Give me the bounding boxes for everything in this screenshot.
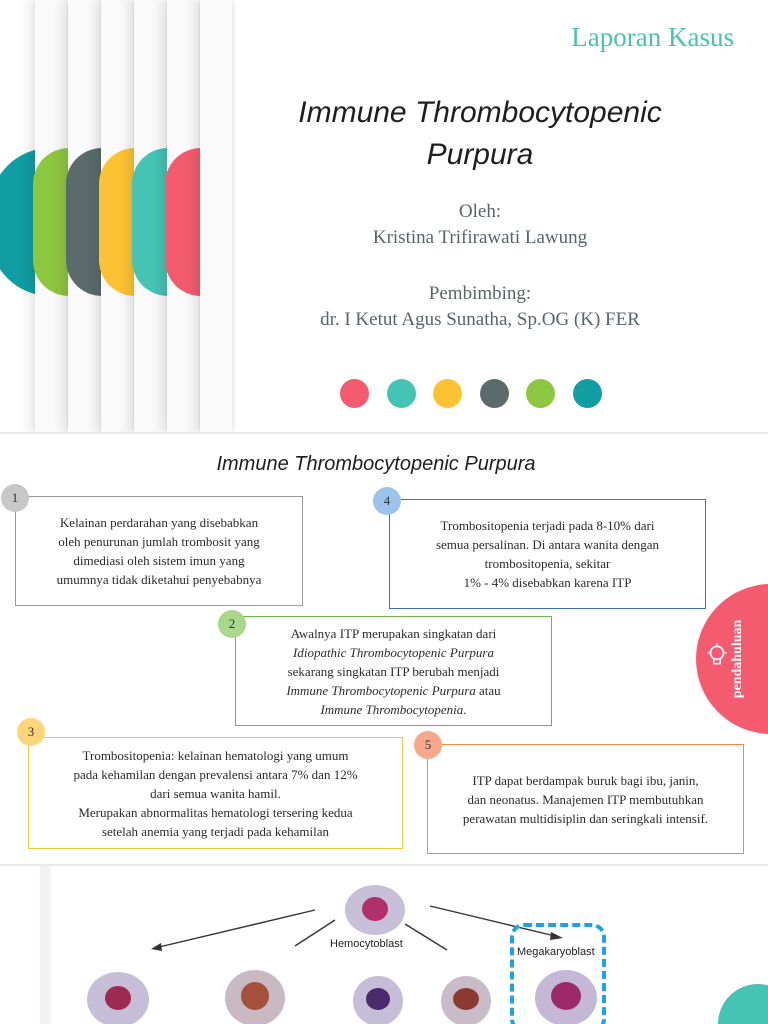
point-3-number: 3: [17, 718, 45, 746]
author-block: [270, 199, 690, 251]
hemocytoblast-nucleus: [362, 897, 388, 921]
cell-4-nucleus: [453, 988, 479, 1010]
point-5-line-1: ITP dapat berdampak buruk bagi ibu, janin,: [472, 772, 699, 788]
title-slide: [0, 0, 768, 432]
point-2-line-5: [246, 700, 541, 719]
point-3-line-5: setelah anemia yang terjadi pada kehamilan: [101, 823, 330, 839]
point-2-line-2: Idiopathic Thrombocytopenic Purpura: [293, 644, 494, 660]
dot-2: [387, 379, 416, 408]
advisor-label: Pembimbing:: [428, 283, 532, 304]
strip-accent-4: [99, 148, 135, 296]
dot-4: [480, 379, 509, 408]
corner-accent: [718, 984, 768, 1024]
point-3-line-2: pada kehamilan dengan prevalensi antara 7% dan 12%: [73, 766, 358, 782]
point-2-line-1: Awalnya ITP merupakan singkatan dari: [290, 625, 497, 641]
hemocytoblast-label: Hemocytoblast: [330, 938, 403, 950]
title-line-1: Immune Thrombocytopenic: [298, 96, 662, 129]
page-title: [260, 92, 700, 176]
cell-1: [87, 972, 149, 1024]
point-1-box: [15, 496, 303, 606]
point-1-line-3: dimediasi oleh sistem imun yang: [73, 553, 245, 568]
cell-3-nucleus: [366, 988, 390, 1010]
cell-4: [441, 976, 491, 1024]
introduction-slide: [0, 434, 768, 864]
point-2-number: 2: [218, 610, 246, 638]
title-line-2: Purpura: [426, 138, 534, 171]
strip-6: [200, 0, 232, 432]
megakaryoblast-label: Megakaryoblast: [517, 946, 595, 958]
cell-2-nucleus: [241, 982, 269, 1010]
author-label: Oleh:: [458, 201, 502, 222]
point-3-line-3: dari semua wanita hamil.: [150, 785, 281, 801]
point-2-line-3: sekarang singkatan ITP berubah menjadi: [287, 663, 500, 679]
strip-accent-5: [132, 148, 168, 296]
point-1-line-1: Kelainan perdarahan yang disebabkan: [59, 515, 259, 530]
point-4-number: 4: [373, 487, 401, 515]
point-3-line-1: Trombositopenia: kelainan hematologi yang umum: [82, 747, 349, 763]
diagram-slide: [0, 866, 768, 1024]
cell-2: [225, 970, 285, 1024]
advisor-name: dr. I Ketut Agus Sunatha, Sp.OG (K) FER: [320, 309, 640, 330]
point-5-line-2: dan neonatus. Manajemen ITP membutuhkan: [467, 791, 704, 807]
cell-3: [353, 976, 403, 1024]
point-3-box: [28, 737, 403, 849]
point-2-line-4: [246, 681, 541, 700]
decorative-strips: [0, 0, 225, 432]
advisor-block: [270, 281, 690, 333]
point-4-line-2: semua persalinan. Di antara wanita dengan: [435, 537, 660, 552]
point-4-line-3: trombositopenia, sekitar: [484, 556, 611, 571]
lightbulb-icon: [704, 642, 730, 668]
point-1-line-4: umumnya tidak diketahui penyebabnya: [56, 572, 262, 587]
dot-6: [573, 379, 602, 408]
point-4-line-4: 1% - 4% disebabkan karena ITP: [463, 575, 632, 590]
dot-5: [526, 379, 555, 408]
strip-accent-6: [165, 148, 201, 296]
section-tab-label: pendahuluan: [730, 619, 745, 699]
cell-1-nucleus: [105, 986, 131, 1010]
point-4-line-1: Trombositopenia terjadi pada 8-10% dari: [440, 518, 655, 533]
slide-header: Laporan Kasus: [571, 22, 734, 52]
author-name: Kristina Trifirawati Lawung: [372, 227, 588, 248]
strip-accent-3: [66, 148, 102, 296]
section-tab-pendahuluan[interactable]: [696, 584, 768, 734]
point-2-line-4-tail: atau: [475, 682, 501, 698]
point-2-box: [235, 616, 552, 726]
megakaryoblast-highlight: [510, 923, 606, 1024]
point-2-line-5-italic: Immune Thrombocytopenia: [320, 701, 464, 717]
dot-1: [340, 379, 369, 408]
color-dots: [340, 379, 640, 409]
point-2-line-4-italic: Immune Thrombocytopenic Purpura: [286, 682, 476, 698]
point-5-box: [427, 744, 744, 854]
slide3-left-bar: [40, 866, 48, 1024]
strip-accent-2: [33, 148, 69, 296]
hemocytoblast-cell: [345, 885, 405, 935]
point-3-line-4: Merupakan abnormalitas hematologi tersering kedua: [78, 804, 353, 820]
point-2-line-5-tail: .: [463, 701, 467, 717]
point-5-number: 5: [414, 731, 442, 759]
point-1-line-2: oleh penurunan jumlah trombosit yang: [58, 534, 260, 549]
point-5-line-3: perawatan multidisiplin dan seringkali intensif.: [462, 810, 709, 826]
dot-3: [433, 379, 462, 408]
point-1-number: 1: [1, 484, 29, 512]
slide2-title: Immune Thrombocytopenic Purpura: [216, 453, 536, 475]
point-4-box: [389, 499, 706, 609]
